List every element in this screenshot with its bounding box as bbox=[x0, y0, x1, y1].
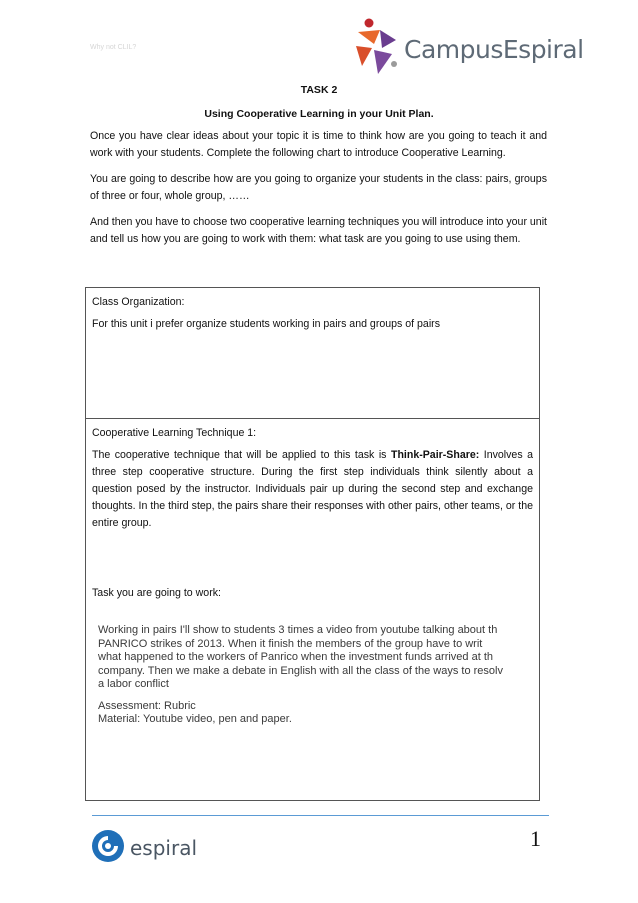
technique-1-description bbox=[92, 447, 533, 532]
assessment-line: Assessment: Rubric bbox=[98, 699, 196, 712]
campus-espiral-mark-icon bbox=[350, 18, 402, 78]
technique-1-desc-prefix: The cooperative technique that will be applied to this task is bbox=[92, 449, 391, 461]
material-line: Material: Youtube video, pen and paper. bbox=[98, 713, 292, 725]
technique-name: Think-Pair-Share: bbox=[390, 449, 480, 461]
page-number: 1 bbox=[530, 826, 541, 851]
espiral-logo-icon bbox=[90, 828, 126, 864]
intro-paragraph-3: And then you have to choose two cooperative learning techniques you will introduce into your unit and tell us how you are going to work with them: what task are you going to use using them. bbox=[90, 216, 547, 245]
campus-espiral-wordmark: CampusEspiral bbox=[404, 35, 584, 64]
task-line-5: a labor conflict bbox=[98, 678, 169, 690]
technique-1-box bbox=[85, 418, 540, 801]
header-note: Why not CLIL? bbox=[90, 44, 137, 51]
technique-1-desc-rest: Involves a three step cooperative structure. During the first step individuals think silently about a question posed by the instructor. Individuals pair up during the second step and exchange thoughts. In the third step, the pairs share their responses with other pairs, other teams, or the entire group. bbox=[92, 449, 533, 529]
task-line-1: Working in pairs I'll show to students 3 times a video from youtube talking about th bbox=[98, 624, 498, 636]
task-line-3: what happened to the workers of Panrico when the investment funds arrived at th bbox=[98, 651, 494, 663]
task-subtitle: Using Cooperative Learning in your Unit Plan. bbox=[204, 108, 434, 120]
task-line-4: company. Then we make a debate in English with all the class of the ways to resolv bbox=[98, 664, 503, 677]
class-organization-answer: For this unit i prefer organize students working in pairs and groups of pairs bbox=[92, 318, 441, 330]
pasted-task-image bbox=[98, 624, 516, 727]
intro-paragraph-1: Once you have clear ideas about your topic it is time to think how are you going to teach it and work with your students. Complete the following chart to introduce Cooperative Learning. bbox=[90, 130, 547, 159]
task-line-2: PANRICO strikes of 2013. When it finish the members of the group have to writ bbox=[98, 637, 483, 650]
campus-espiral-logo bbox=[350, 18, 625, 78]
intro-paragraph-2: You are going to describe how are you going to organize your students in the class: pairs, groups of three or four, whole group, …… bbox=[90, 173, 547, 202]
class-organization-label: Class Organization: bbox=[92, 296, 185, 308]
task-title: TASK 2 bbox=[300, 84, 338, 96]
task-label: Task you are going to work: bbox=[92, 587, 221, 599]
class-organization-box bbox=[85, 287, 540, 419]
footer-rule bbox=[92, 815, 549, 816]
footer-brand: espiral bbox=[130, 836, 198, 860]
intro-text bbox=[90, 128, 547, 257]
technique-1-label: Cooperative Learning Technique 1: bbox=[92, 427, 257, 439]
